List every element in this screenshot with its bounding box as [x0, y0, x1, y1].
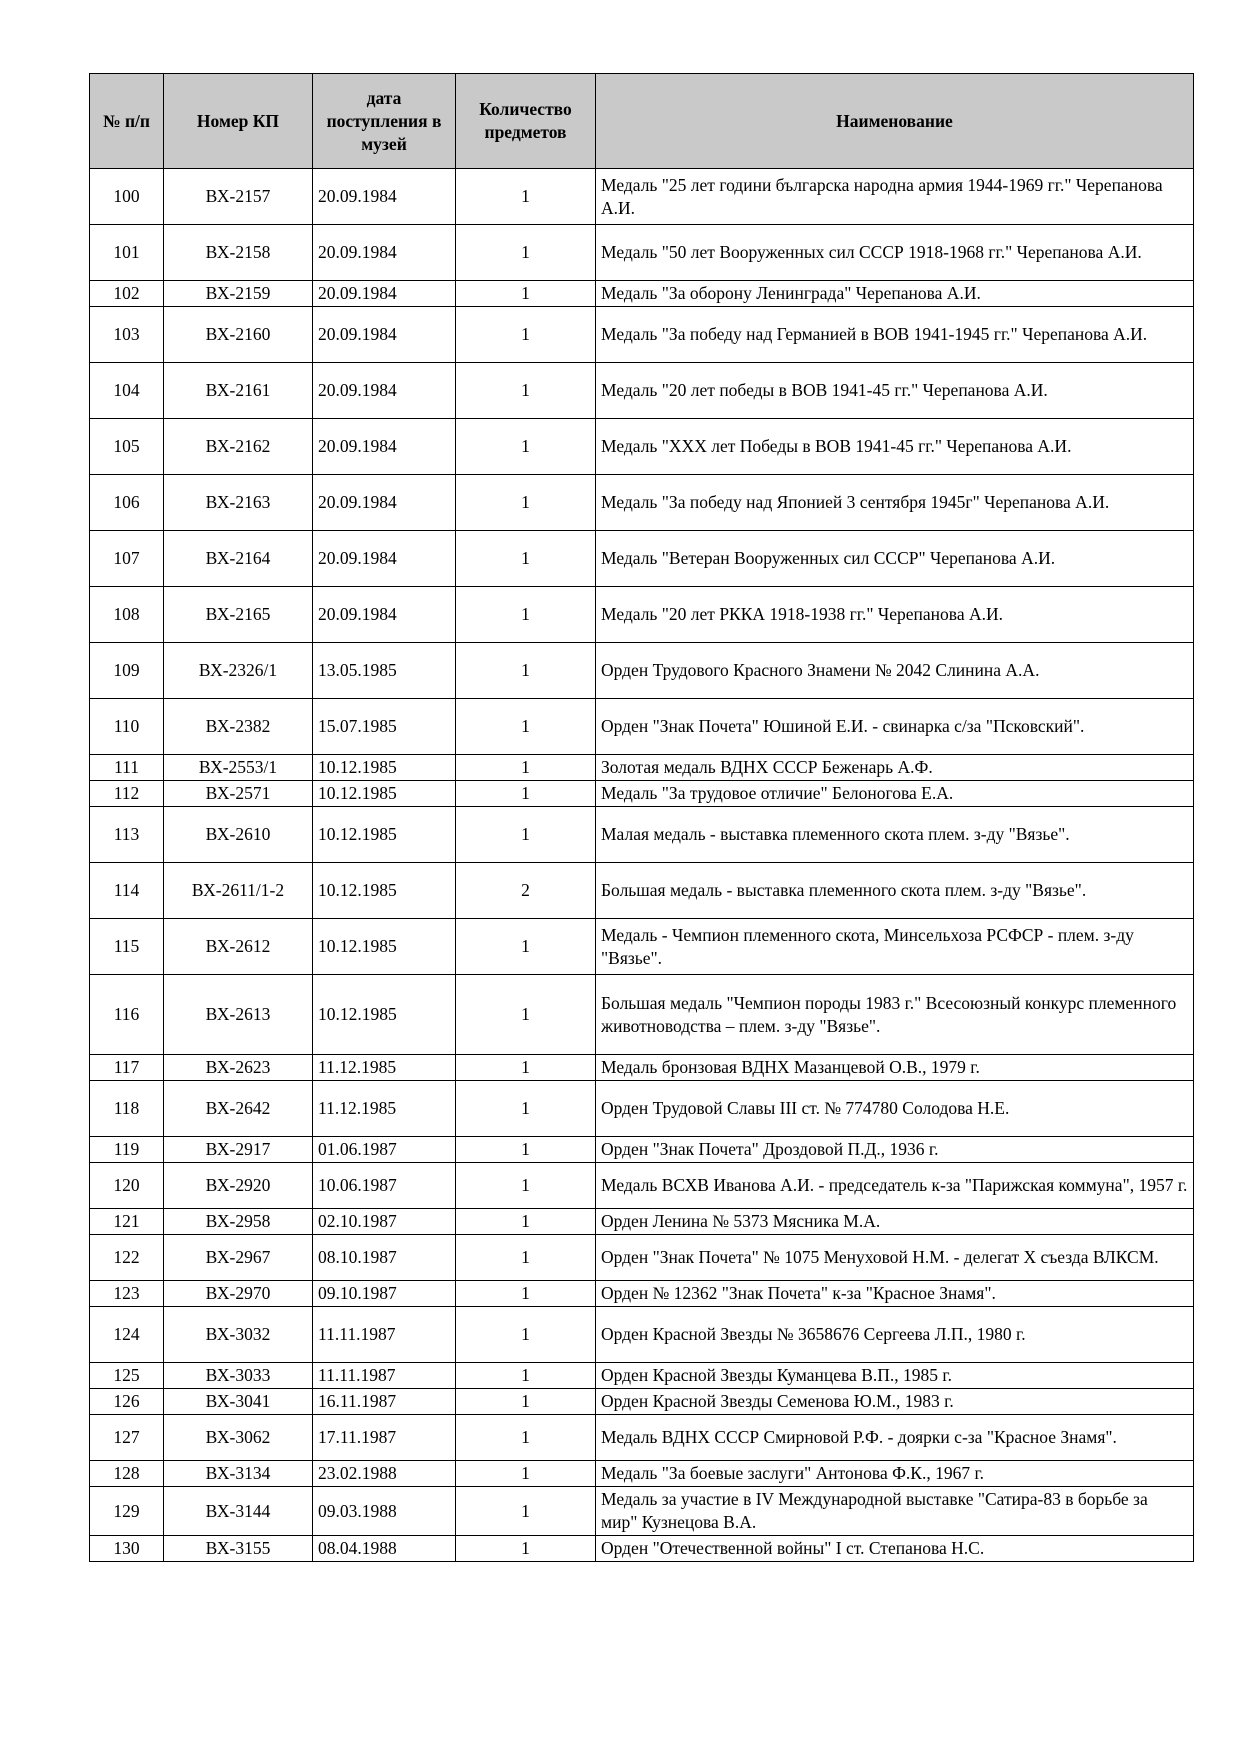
cell-name: Большая медаль - выставка племенного скота плем. з-ду "Вязье".	[596, 863, 1194, 919]
table-row	[90, 1235, 1194, 1281]
cell-kp-number: ВХ-2158	[164, 225, 313, 281]
cell-kp-number: ВХ-2326/1	[164, 643, 313, 699]
table-row	[90, 1163, 1194, 1209]
cell-name: Орден "Знак Почета" Юшиной Е.И. - свинарка с/за "Псковский".	[596, 699, 1194, 755]
cell-quantity: 1	[456, 1389, 596, 1415]
cell-quantity: 1	[456, 643, 596, 699]
cell-quantity: 1	[456, 1209, 596, 1235]
cell-date: 20.09.1984	[313, 281, 456, 307]
cell-date: 20.09.1984	[313, 363, 456, 419]
cell-date: 20.09.1984	[313, 169, 456, 225]
table-row	[90, 1536, 1194, 1562]
cell-name: Медаль за участие в IV Международной выставке "Сатира-83 в борьбе за мир" Кузнецова В.А.	[596, 1487, 1194, 1536]
cell-name: Орден "Знак Почета" Дроздовой П.Д., 1936 г.	[596, 1137, 1194, 1163]
cell-name: Медаль "50 лет Вооруженных сил СССР 1918-1968 гг." Черепанова А.И.	[596, 225, 1194, 281]
cell-quantity: 1	[456, 807, 596, 863]
table-row	[90, 699, 1194, 755]
table-row	[90, 755, 1194, 781]
cell-date: 09.10.1987	[313, 1281, 456, 1307]
table-header-row	[90, 74, 1194, 169]
cell-kp-number: ВХ-2610	[164, 807, 313, 863]
cell-num: 124	[90, 1307, 164, 1363]
cell-date: 10.06.1987	[313, 1163, 456, 1209]
header-kp-number: Номер КП	[164, 74, 313, 169]
cell-quantity: 1	[456, 1137, 596, 1163]
cell-date: 20.09.1984	[313, 587, 456, 643]
cell-kp-number: ВХ-3155	[164, 1536, 313, 1562]
cell-num: 125	[90, 1363, 164, 1389]
cell-date: 20.09.1984	[313, 531, 456, 587]
cell-date: 20.09.1984	[313, 419, 456, 475]
cell-kp-number: ВХ-3032	[164, 1307, 313, 1363]
table-row	[90, 1415, 1194, 1461]
cell-kp-number: ВХ-2165	[164, 587, 313, 643]
cell-name: Орден Красной Звезды Куманцева В.П., 1985 г.	[596, 1363, 1194, 1389]
cell-date: 10.12.1985	[313, 919, 456, 975]
cell-kp-number: ВХ-2164	[164, 531, 313, 587]
cell-date: 16.11.1987	[313, 1389, 456, 1415]
cell-name: Медаль ВДНХ СССР Смирновой Р.Ф. - доярки с-за "Красное Знамя".	[596, 1415, 1194, 1461]
cell-quantity: 1	[456, 1081, 596, 1137]
cell-num: 105	[90, 419, 164, 475]
cell-quantity: 1	[456, 169, 596, 225]
cell-kp-number: ВХ-2920	[164, 1163, 313, 1209]
cell-kp-number: ВХ-2162	[164, 419, 313, 475]
cell-num: 121	[90, 1209, 164, 1235]
cell-kp-number: ВХ-2642	[164, 1081, 313, 1137]
cell-kp-number: ВХ-3033	[164, 1363, 313, 1389]
table-row	[90, 1281, 1194, 1307]
cell-num: 108	[90, 587, 164, 643]
cell-date: 08.04.1988	[313, 1536, 456, 1562]
cell-quantity: 1	[456, 1235, 596, 1281]
cell-num: 103	[90, 307, 164, 363]
cell-kp-number: ВХ-2612	[164, 919, 313, 975]
table-row	[90, 587, 1194, 643]
table-row	[90, 1389, 1194, 1415]
cell-name: Золотая медаль ВДНХ СССР Беженарь А.Ф.	[596, 755, 1194, 781]
table-row	[90, 975, 1194, 1055]
cell-kp-number: ВХ-2157	[164, 169, 313, 225]
cell-num: 128	[90, 1461, 164, 1487]
cell-num: 113	[90, 807, 164, 863]
cell-date: 10.12.1985	[313, 755, 456, 781]
cell-kp-number: ВХ-2917	[164, 1137, 313, 1163]
cell-quantity: 1	[456, 755, 596, 781]
cell-num: 102	[90, 281, 164, 307]
cell-date: 20.09.1984	[313, 225, 456, 281]
cell-num: 101	[90, 225, 164, 281]
cell-name: Орден "Знак Почета" № 1075 Менуховой Н.М. - делегат X съезда ВЛКСМ.	[596, 1235, 1194, 1281]
cell-num: 130	[90, 1536, 164, 1562]
cell-num: 100	[90, 169, 164, 225]
cell-num: 122	[90, 1235, 164, 1281]
awards-registry-table	[89, 73, 1194, 1562]
cell-name: Медаль - Чемпион племенного скота, Минсельхоза РСФСР - плем. з-ду "Вязье".	[596, 919, 1194, 975]
cell-date: 15.07.1985	[313, 699, 456, 755]
cell-quantity: 1	[456, 1536, 596, 1562]
cell-num: 104	[90, 363, 164, 419]
cell-name: Большая медаль "Чемпион породы 1983 г." Всесоюзный конкурс племенного животноводства – плем. з-ду "Вязье".	[596, 975, 1194, 1055]
table-row	[90, 1055, 1194, 1081]
cell-num: 120	[90, 1163, 164, 1209]
cell-name: Медаль "За боевые заслуги" Антонова Ф.К., 1967 г.	[596, 1461, 1194, 1487]
cell-kp-number: ВХ-2571	[164, 781, 313, 807]
table-row	[90, 307, 1194, 363]
cell-quantity: 1	[456, 1461, 596, 1487]
cell-name: Медаль "XXX лет Победы в ВОВ 1941-45 гг." Черепанова А.И.	[596, 419, 1194, 475]
cell-quantity: 1	[456, 587, 596, 643]
cell-name: Медаль "20 лет РККА 1918-1938 гг." Черепанова А.И.	[596, 587, 1194, 643]
cell-kp-number: ВХ-2159	[164, 281, 313, 307]
cell-kp-number: ВХ-2160	[164, 307, 313, 363]
cell-num: 117	[90, 1055, 164, 1081]
cell-name: Малая медаль - выставка племенного скота плем. з-ду "Вязье".	[596, 807, 1194, 863]
cell-kp-number: ВХ-2613	[164, 975, 313, 1055]
table-row	[90, 169, 1194, 225]
table-row	[90, 1307, 1194, 1363]
table-row	[90, 1461, 1194, 1487]
cell-name: Орден "Отечественной войны" I ст. Степанова Н.С.	[596, 1536, 1194, 1562]
cell-num: 107	[90, 531, 164, 587]
cell-name: Медаль "20 лет победы в ВОВ 1941-45 гг." Черепанова А.И.	[596, 363, 1194, 419]
cell-kp-number: ВХ-3062	[164, 1415, 313, 1461]
cell-name: Медаль "За оборону Ленинграда" Черепанова А.И.	[596, 281, 1194, 307]
cell-name: Медаль "25 лет години българска народна армия 1944-1969 гг." Черепанова А.И.	[596, 169, 1194, 225]
table-row	[90, 363, 1194, 419]
cell-quantity: 1	[456, 1281, 596, 1307]
cell-num: 115	[90, 919, 164, 975]
cell-date: 10.12.1985	[313, 807, 456, 863]
cell-name: Медаль "За победу над Германией в ВОВ 1941-1945 гг." Черепанова А.И.	[596, 307, 1194, 363]
cell-num: 129	[90, 1487, 164, 1536]
cell-date: 20.09.1984	[313, 475, 456, 531]
cell-quantity: 1	[456, 919, 596, 975]
cell-name: Орден Трудового Красного Знамени № 2042 Слинина А.А.	[596, 643, 1194, 699]
cell-name: Орден Красной Звезды Семенова Ю.М., 1983 г.	[596, 1389, 1194, 1415]
cell-quantity: 1	[456, 363, 596, 419]
cell-quantity: 1	[456, 307, 596, 363]
cell-quantity: 1	[456, 1415, 596, 1461]
cell-quantity: 1	[456, 781, 596, 807]
table-row	[90, 1487, 1194, 1536]
cell-num: 112	[90, 781, 164, 807]
table-row	[90, 807, 1194, 863]
table-row	[90, 281, 1194, 307]
cell-date: 02.10.1987	[313, 1209, 456, 1235]
cell-kp-number: ВХ-2553/1	[164, 755, 313, 781]
cell-kp-number: ВХ-2163	[164, 475, 313, 531]
cell-kp-number: ВХ-3144	[164, 1487, 313, 1536]
table-row	[90, 1137, 1194, 1163]
cell-date: 10.12.1985	[313, 975, 456, 1055]
cell-date: 23.02.1988	[313, 1461, 456, 1487]
cell-num: 106	[90, 475, 164, 531]
cell-kp-number: ВХ-2611/1-2	[164, 863, 313, 919]
cell-quantity: 1	[456, 225, 596, 281]
cell-date: 11.11.1987	[313, 1307, 456, 1363]
cell-name: Медаль "Ветеран Вооруженных сил СССР" Черепанова А.И.	[596, 531, 1194, 587]
cell-name: Орден Трудовой Славы III ст. № 774780 Солодова Н.Е.	[596, 1081, 1194, 1137]
cell-quantity: 1	[456, 1363, 596, 1389]
cell-kp-number: ВХ-3134	[164, 1461, 313, 1487]
cell-kp-number: ВХ-2967	[164, 1235, 313, 1281]
cell-date: 10.12.1985	[313, 863, 456, 919]
cell-kp-number: ВХ-2382	[164, 699, 313, 755]
cell-date: 11.12.1985	[313, 1055, 456, 1081]
cell-name: Орден № 12362 "Знак Почета" к-за "Красное Знамя".	[596, 1281, 1194, 1307]
cell-quantity: 1	[456, 1307, 596, 1363]
cell-date: 11.11.1987	[313, 1363, 456, 1389]
table-row	[90, 781, 1194, 807]
cell-quantity: 1	[456, 1487, 596, 1536]
cell-quantity: 1	[456, 531, 596, 587]
cell-num: 119	[90, 1137, 164, 1163]
cell-num: 123	[90, 1281, 164, 1307]
cell-kp-number: ВХ-2161	[164, 363, 313, 419]
cell-kp-number: ВХ-2623	[164, 1055, 313, 1081]
cell-quantity: 1	[456, 975, 596, 1055]
table-row	[90, 531, 1194, 587]
table-row	[90, 419, 1194, 475]
cell-date: 01.06.1987	[313, 1137, 456, 1163]
cell-quantity: 1	[456, 419, 596, 475]
cell-num: 116	[90, 975, 164, 1055]
cell-num: 111	[90, 755, 164, 781]
cell-date: 10.12.1985	[313, 781, 456, 807]
cell-num: 118	[90, 1081, 164, 1137]
cell-name: Медаль "За победу над Японией 3 сентября 1945г" Черепанова А.И.	[596, 475, 1194, 531]
header-date: дата поступления в музей	[313, 74, 456, 169]
table-row	[90, 863, 1194, 919]
table-row	[90, 225, 1194, 281]
cell-num: 126	[90, 1389, 164, 1415]
cell-name: Медаль ВСХВ Иванова А.И. - председатель к-за "Парижская коммуна", 1957 г.	[596, 1163, 1194, 1209]
cell-name: Орден Красной Звезды № 3658676 Сергеева Л.П., 1980 г.	[596, 1307, 1194, 1363]
cell-kp-number: ВХ-2970	[164, 1281, 313, 1307]
header-quantity: Количество предметов	[456, 74, 596, 169]
header-name: Наименование	[596, 74, 1194, 169]
cell-num: 114	[90, 863, 164, 919]
cell-date: 09.03.1988	[313, 1487, 456, 1536]
cell-date: 11.12.1985	[313, 1081, 456, 1137]
cell-quantity: 1	[456, 1055, 596, 1081]
cell-quantity: 2	[456, 863, 596, 919]
cell-name: Орден Ленина № 5373 Мясника М.А.	[596, 1209, 1194, 1235]
table-row	[90, 1363, 1194, 1389]
cell-date: 20.09.1984	[313, 307, 456, 363]
cell-quantity: 1	[456, 475, 596, 531]
header-num: № п/п	[90, 74, 164, 169]
cell-quantity: 1	[456, 1163, 596, 1209]
table-row	[90, 475, 1194, 531]
table-row	[90, 643, 1194, 699]
cell-num: 109	[90, 643, 164, 699]
cell-name: Медаль "За трудовое отличие" Белоногова Е.А.	[596, 781, 1194, 807]
cell-quantity: 1	[456, 699, 596, 755]
cell-date: 17.11.1987	[313, 1415, 456, 1461]
table-row	[90, 919, 1194, 975]
cell-date: 08.10.1987	[313, 1235, 456, 1281]
table-row	[90, 1081, 1194, 1137]
cell-num: 127	[90, 1415, 164, 1461]
table-body	[90, 169, 1194, 1562]
table-row	[90, 1209, 1194, 1235]
cell-date: 13.05.1985	[313, 643, 456, 699]
cell-name: Медаль бронзовая ВДНХ Мазанцевой О.В., 1979 г.	[596, 1055, 1194, 1081]
cell-quantity: 1	[456, 281, 596, 307]
cell-kp-number: ВХ-3041	[164, 1389, 313, 1415]
cell-kp-number: ВХ-2958	[164, 1209, 313, 1235]
cell-num: 110	[90, 699, 164, 755]
